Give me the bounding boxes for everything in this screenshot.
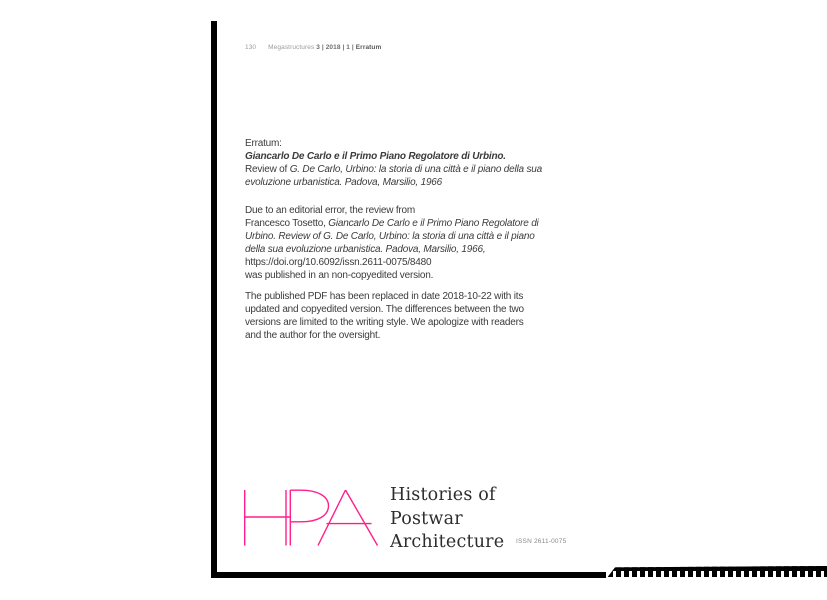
page-number: 130 (245, 44, 257, 51)
doi-link[interactable]: https://doi.org/10.6092/issn.2611-0075/8480 (245, 257, 432, 268)
text-line (245, 150, 542, 163)
scan-edge-left (211, 21, 217, 578)
text-line (245, 204, 539, 217)
erratum-heading-block (245, 137, 542, 189)
text-line (245, 243, 539, 256)
text-line (245, 303, 524, 316)
journal-name-line: Postwar (390, 508, 463, 529)
running-title (268, 44, 381, 51)
text-line (245, 176, 542, 189)
text-segment: G. De Carlo, Urbino: la storia di una città e il piano della sua (289, 164, 543, 175)
issn-label: ISSN 2611-0075 (516, 538, 567, 545)
text-segment: Francesco Tosetto, (245, 218, 329, 229)
text-line (245, 163, 542, 176)
torn-page-edge (608, 566, 827, 577)
scan-edge-bottom (211, 572, 606, 578)
text-segment: Giancarlo De Carlo e il Primo Piano Regolatore di (328, 218, 539, 229)
text-segment: Review of (245, 164, 290, 175)
text-segment: The published PDF has been replaced in date 2018-10-22 with its (245, 291, 524, 302)
journal-name-line: Architecture (390, 532, 505, 552)
hpa-logo-icon (244, 487, 378, 547)
text-line (245, 256, 539, 269)
text-segment: updated and copyedited version. The differences between the two (245, 304, 524, 315)
text-segment: Urbino. Review of G. De Carlo, Urbino: la storia di una città e il piano (245, 231, 535, 242)
erratum-paragraph-1 (245, 204, 539, 282)
running-issue: 3 | 2018 | 1 | (316, 44, 354, 51)
text-line (245, 290, 524, 303)
text-segment: and the author for the oversight. (245, 330, 381, 341)
text-segment: evoluzione urbanistica. Padova, Marsilio, 1966 (245, 177, 443, 188)
running-header (245, 44, 381, 51)
text-segment: versions are limited to the writing style. We apologize with readers (245, 317, 524, 328)
running-section: Erratum (355, 44, 382, 51)
text-segment: Giancarlo De Carlo e il Primo Piano Regolatore di Urbino. (245, 151, 506, 162)
journal-name-line: Histories of (390, 485, 496, 505)
text-segment: della sua evoluzione urbanistica. Padova, Marsilio, 1966, (245, 244, 486, 255)
text-line (245, 217, 539, 230)
erratum-paragraph-2 (245, 290, 524, 342)
running-theme: Megastructures (268, 44, 315, 51)
text-segment: Erratum: (245, 138, 282, 149)
text-line (245, 230, 539, 243)
text-segment: was published in an non-copyedited version. (245, 270, 434, 281)
text-line (245, 316, 524, 329)
text-line (245, 137, 542, 150)
text-line (245, 269, 539, 282)
journal-name (390, 484, 504, 555)
text-line (245, 329, 524, 342)
text-segment: Due to an editorial error, the review from (245, 205, 416, 216)
